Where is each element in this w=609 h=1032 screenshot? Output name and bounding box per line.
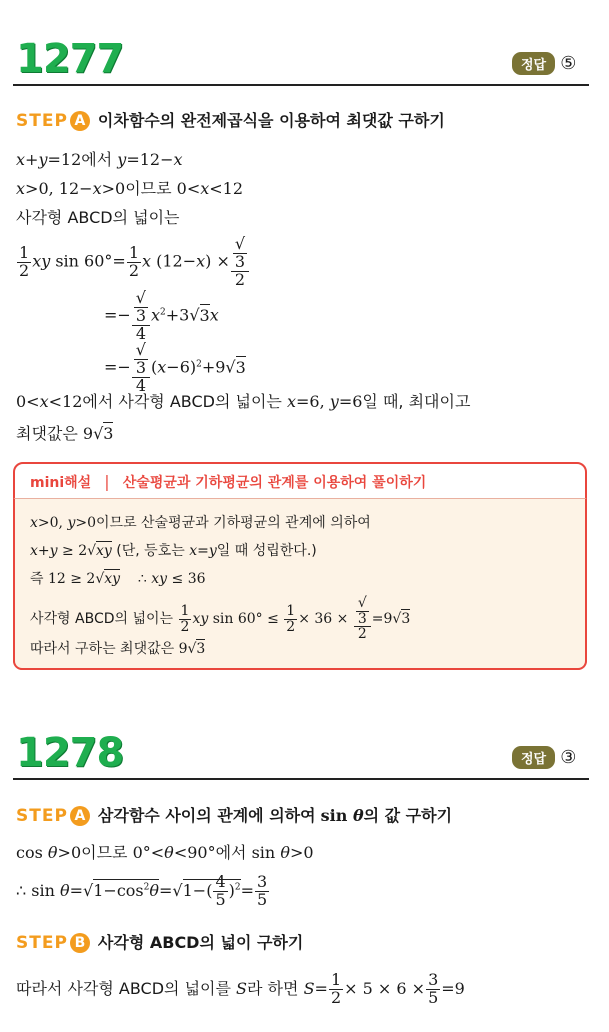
line-text: 따라서 사각형 ABCD의 넓이를 bbox=[16, 978, 231, 998]
step-mark: A bbox=[70, 111, 90, 131]
equation: ∴ $\sin \theta=√1-\cos^2\theta=√1-$( $\frac{4}{5}$ )$^2$= $\frac{3}{5}$ bbox=[16, 872, 268, 909]
solution-line: cos θ>0이므로 0°<θ<90°에서 sin θ>0 bbox=[16, 843, 314, 862]
step-label: STEP bbox=[16, 933, 68, 953]
step-title: 삼각함수 사이의 관계에 의하여 bbox=[97, 806, 316, 825]
answer-area bbox=[512, 52, 576, 75]
solution-line: 사각형 ABCD의 넓이는 bbox=[16, 208, 180, 227]
problem-number: 1277 bbox=[16, 36, 124, 82]
answer-number: ⑤ bbox=[560, 53, 577, 74]
solution-line: x+y=12에서 y=12−x bbox=[16, 150, 183, 169]
line-text: 에서 사각형 ABCD의 넓이는 bbox=[82, 392, 282, 411]
mini-line: 사각형 ABCD의 넓이는 $\frac{1}{2}$ xy sin 60° ≤ $\frac{1}{2}$ × 36 × √ 3 2 =9√3 bbox=[30, 595, 411, 643]
answer-number: ③ bbox=[560, 747, 577, 768]
answer-badge: 정답 bbox=[512, 52, 555, 75]
mini-line: x>0, y>0이므로 산술평균과 기하평균의 관계에 의하여 bbox=[30, 515, 371, 531]
equation: $\frac{1}{2}$ xy sin 60°= $\frac{1}{2}$ x (12−x) × √ 3 2 bbox=[16, 236, 250, 288]
line-text: 일 때 성립한다.) bbox=[216, 543, 317, 559]
step-b-heading bbox=[16, 930, 303, 953]
separator: | bbox=[104, 472, 110, 491]
step-label: STEP bbox=[16, 806, 68, 826]
mini-line: 따라서 구하는 최댓값은 9√3 bbox=[30, 641, 206, 657]
step-mark: B bbox=[70, 933, 90, 953]
answer-badge: 정답 bbox=[512, 746, 555, 769]
step-title: 사각형 ABCD의 넓이 구하기 bbox=[97, 933, 304, 952]
line-text: 최댓값은 bbox=[16, 424, 78, 443]
line-text: 라 하면 bbox=[247, 978, 299, 998]
step-label: STEP bbox=[16, 111, 68, 131]
mini-heading bbox=[30, 472, 426, 492]
step-mark: A bbox=[70, 806, 90, 826]
step-title: 이차함수의 완전제곱식을 이용하여 최댓값 구하기 bbox=[97, 111, 445, 130]
line-text: 에서 bbox=[215, 843, 247, 862]
solution-line: 따라서 사각형 ABCD의 넓이를 S라 하면 S= $\frac{1}{2}$ × 5 × 6 × $\frac{3}{5}$ =9 bbox=[16, 970, 465, 1007]
line-text: 일 때, 최대이고 bbox=[362, 392, 471, 411]
mini-line: 즉 12 ≥ 2√xy ∴ xy ≤ 36 bbox=[30, 571, 206, 587]
line-text: 에서 bbox=[81, 150, 113, 169]
equation: =− √ 3 4 $x^2+3√3x$ bbox=[104, 288, 219, 343]
solution-line: 최댓값은 9√3 bbox=[16, 424, 114, 443]
divider bbox=[13, 778, 589, 780]
divider bbox=[13, 84, 589, 86]
mini-tag: mini해설 bbox=[30, 475, 92, 491]
answer-area bbox=[512, 746, 576, 769]
line-text: 사각형 ABCD의 넓이는 bbox=[30, 611, 174, 628]
equation: =− √ 3 4 $(x-6)^2+9√3$ bbox=[104, 340, 246, 395]
solution-line: 0<x<12에서 사각형 ABCD의 넓이는 x=6, y=6일 때, 최대이고 bbox=[16, 392, 471, 411]
step-a-heading: STEP A 삼각함수 사이의 관계에 의하여 sin θ의 값 구하기 bbox=[16, 806, 453, 826]
line-text: 이므로 산술평균과 기하평균의 관계에 의하여 bbox=[96, 515, 371, 531]
mini-line: x+y ≥ 2√xy (단, 등호는 x=y일 때 성립한다.) bbox=[30, 543, 317, 559]
step-title-suffix: 의 값 구하기 bbox=[363, 806, 453, 825]
solution-line: x>0, 12−x>0이므로 0<x<12 bbox=[16, 179, 244, 198]
line-text: 이므로 bbox=[125, 179, 172, 198]
line-text: (단, 등호는 bbox=[116, 543, 185, 559]
line-text: 따라서 구하는 최댓값은 bbox=[30, 641, 175, 657]
mini-title: 산술평균과 기하평균의 관계를 이용하여 풀이하기 bbox=[122, 475, 427, 491]
step-a-heading bbox=[16, 108, 445, 131]
line-text: 즉 bbox=[30, 571, 44, 587]
problem-number: 1278 bbox=[16, 730, 124, 776]
line-text: 이므로 bbox=[81, 843, 128, 862]
